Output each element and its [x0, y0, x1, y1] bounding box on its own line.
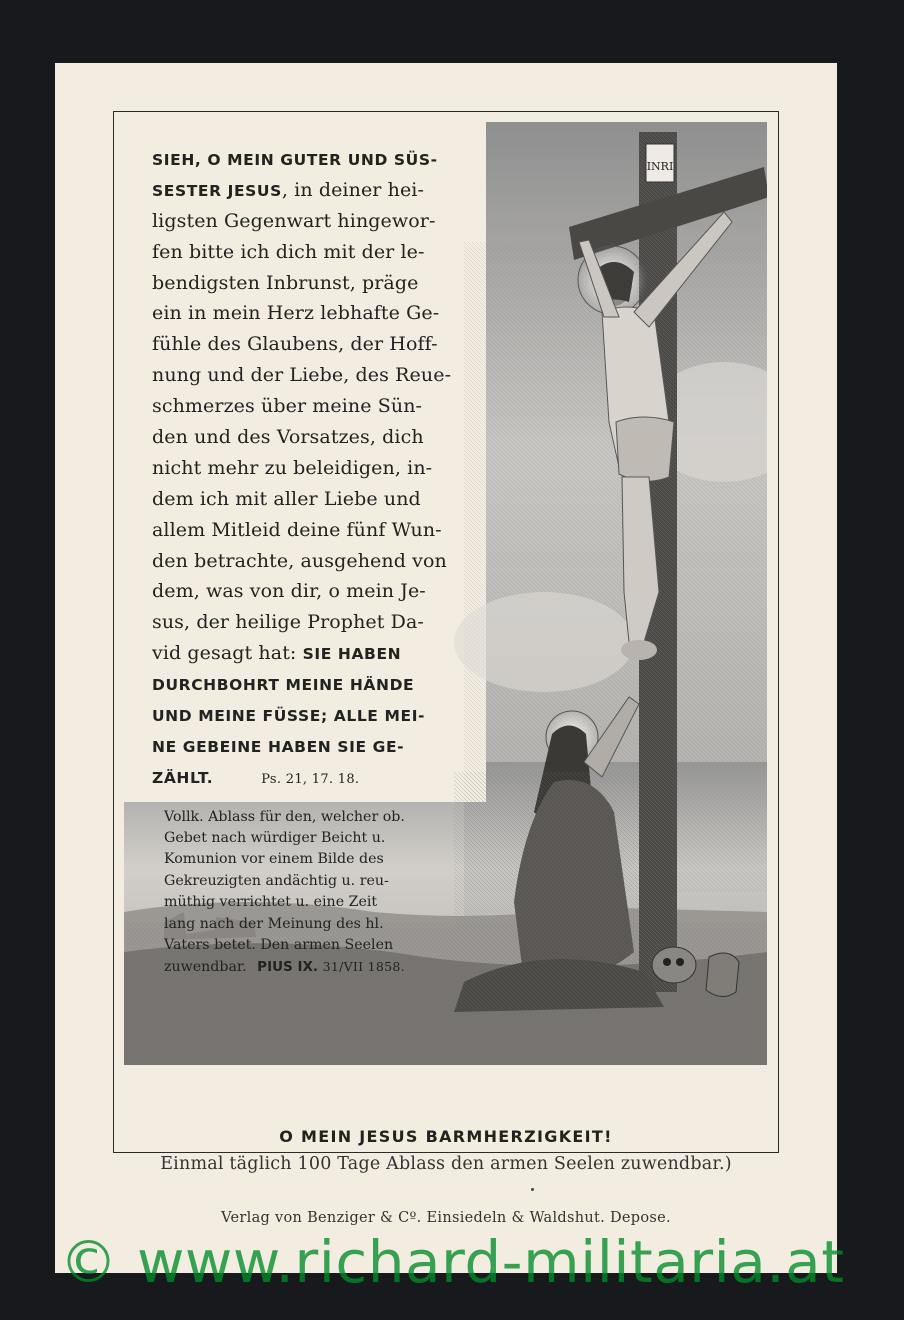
prayer-line — [152, 607, 477, 638]
prayer-line — [152, 144, 477, 175]
prayer-text — [152, 144, 477, 978]
prayer-line — [152, 700, 477, 731]
ointment-jar — [706, 953, 739, 997]
svg-text:INRI: INRI — [646, 160, 674, 173]
indulgence-line: Vollk. Ablass für den, welcher ob. — [164, 808, 405, 825]
prayer-line — [152, 175, 477, 206]
card-paper — [55, 63, 837, 1273]
prayer-line — [152, 638, 477, 669]
prayer-line — [152, 762, 477, 793]
prayer-segment: nicht mehr zu beleidigen, in- — [152, 456, 433, 479]
prayer-segment: bendigsten Inbrunst, präge — [152, 271, 419, 294]
prayer-segment: allem Mitleid deine fünf Wun- — [152, 518, 442, 541]
indulgence-line: Gebet nach würdiger Beicht u. — [164, 830, 386, 847]
prayer-line — [152, 268, 477, 299]
prayer-segment: , in deiner hei- — [281, 178, 424, 201]
crucifixion-engraving — [124, 122, 767, 1065]
prayer-bold-segment: UND MEINE FÜSSE; ALLE MEI- — [152, 707, 426, 726]
skull — [652, 947, 696, 983]
indulgence-line: Vaters betet. Den armen Seelen — [164, 937, 394, 954]
prayer-segment: fen bitte ich dich mit der le- — [152, 240, 425, 263]
prayer-bold-segment: SIEH, O MEIN GUTER UND SÜS- — [152, 151, 438, 169]
prayer-line — [152, 576, 477, 607]
indulgence-author: PIUS IX. — [257, 959, 319, 976]
prayer-segment: ligsten Gegenwart hingewor- — [152, 209, 436, 232]
indulgence-lines — [164, 807, 477, 957]
prayer-segment: dem, was von dir, o mein Je- — [152, 580, 426, 603]
publisher-line: Verlag von Benziger & Cº. Einsiedeln & Waldshut. Depose. — [221, 1210, 671, 1226]
prayer-bold-segment: NE GEBEINE HABEN SIE GE- — [152, 737, 405, 756]
prayer-bold-segment: DURCHBOHRT MEINE HÄNDE — [152, 676, 415, 695]
prayer-line — [152, 546, 477, 577]
prayer-segment: fühle des Glaubens, der Hoff- — [152, 333, 438, 356]
prayer-line — [152, 237, 477, 268]
prayer-segment: schmerzes über meine Sün- — [152, 395, 423, 418]
indulgence-date: 31/VII 1858. — [322, 959, 405, 975]
loincloth — [616, 417, 674, 481]
prayer-segment: ein in mein Herz lebhafte Ge- — [152, 302, 440, 325]
indulgence-note — [164, 807, 477, 978]
prayer-bold-segment: ZÄHLT. — [152, 768, 214, 787]
prayer-line — [152, 731, 477, 762]
footer-title: O MEIN JESUS BARMHERZIGKEIT! — [279, 1127, 613, 1146]
prayer-line — [152, 298, 477, 329]
prayer-line — [152, 360, 477, 391]
prayer-segment: dem ich mit aller Liebe und — [152, 487, 421, 510]
divider-dot — [531, 1188, 534, 1191]
indulgence-line: Gekreuzigten andächtig u. reu- — [164, 872, 389, 889]
prayer-bold-segment: SESTER JESUS — [152, 181, 282, 200]
prayer-segment: den und des Vorsatzes, dich — [152, 426, 424, 449]
prayer-line — [152, 515, 477, 546]
prayer-segment: den betrachte, ausgehend von — [152, 549, 447, 572]
indulgence-line: Komunion vor einem Bilde des — [164, 851, 384, 868]
indulgence-last-line: zuwendbar. — [164, 959, 247, 976]
prayer-line — [152, 422, 477, 453]
prayer-line — [152, 453, 477, 484]
indulgence-signature-line — [164, 956, 477, 977]
image-frame — [113, 111, 779, 1153]
prayer-line — [152, 391, 477, 422]
psalm-citation: Ps. 21, 17. 18. — [261, 771, 360, 787]
prayer-segment: nung und der Liebe, des Reue- — [152, 364, 452, 387]
prayer-line — [152, 206, 477, 237]
prayer-segment: vid gesagt hat: — [152, 642, 303, 665]
prayer-bold-segment: SIE HABEN — [302, 645, 402, 664]
watermark: © www.richard-militaria.at — [59, 1228, 845, 1296]
footer-subtitle: Einmal täglich 100 Tage Ablass den armen Seelen zuwendbar.) — [160, 1154, 732, 1174]
prayer-lines — [152, 144, 477, 793]
indulgence-line: lang nach der Meinung des hl. — [164, 915, 384, 932]
prayer-line — [152, 329, 477, 360]
prayer-segment: sus, der heilige Prophet Da- — [152, 611, 424, 634]
prayer-line — [152, 484, 477, 515]
prayer-line — [152, 669, 477, 700]
indulgence-line: müthig verrichtet u. eine Zeit — [164, 894, 378, 911]
